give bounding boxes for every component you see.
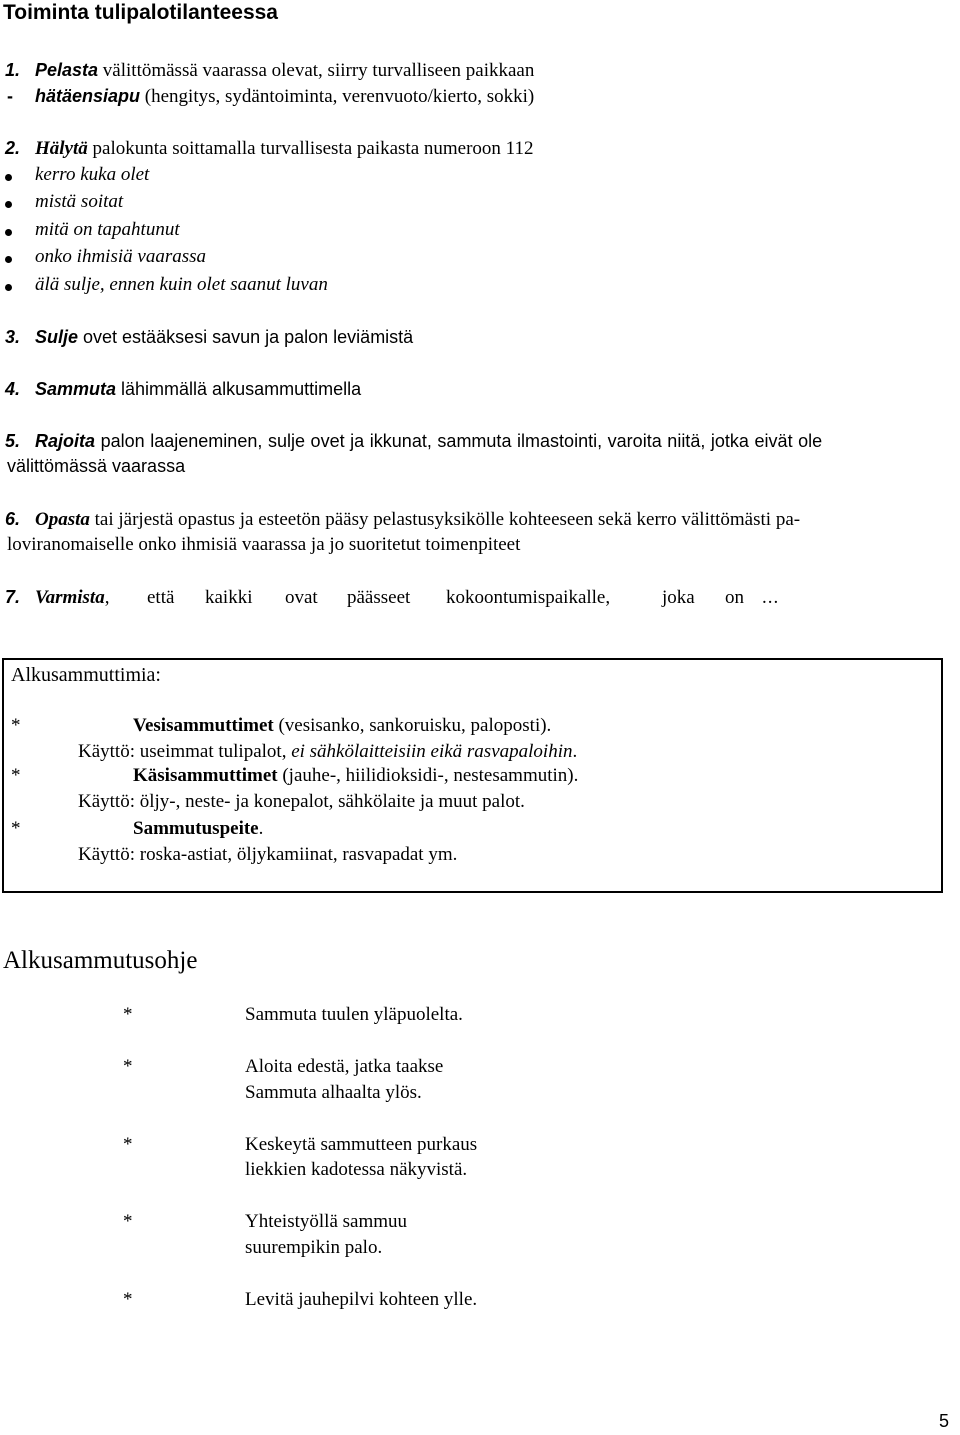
step-1 <box>5 60 20 81</box>
star-icon: * <box>11 715 21 736</box>
extinguisher-item <box>133 715 551 737</box>
star-icon: * <box>123 1134 133 1155</box>
step-3-number: 3. <box>5 327 21 347</box>
instruction-line: Aloita edestä, jatka taakse <box>245 1056 444 1077</box>
step-1-sub <box>35 86 534 108</box>
step-1-rest: välittömässä vaarassa olevat, siirry turvalliseen paikkaan <box>98 60 535 81</box>
extinguisher-detail: (jauhe-, hiilidioksidi-, nestesammutin). <box>277 765 579 786</box>
step-5-text <box>35 431 822 452</box>
step-2-lead: Hälytä <box>35 138 88 159</box>
instruction-line: Sammuta tuulen yläpuolelta. <box>245 1004 463 1025</box>
step-1-text <box>35 60 534 82</box>
extinguisher-item <box>133 765 578 787</box>
instruction-line: Yhteistyöllä sammuu <box>245 1211 408 1232</box>
step-2-rest: palokunta soittamalla turvallisesta paikasta numeroon 112 <box>87 138 534 159</box>
extinguisher-use-suffix: . <box>572 741 578 762</box>
step-2-bullet: mitä on tapahtunut <box>35 219 180 240</box>
extinguisher-name: Käsisammuttimet <box>133 765 278 786</box>
step-5-lead: Rajoita <box>35 431 96 451</box>
step-7-text <box>35 587 109 609</box>
extinguisher-use <box>78 791 525 813</box>
step-2-bullet: älä sulje, ennen kuin olet saanut luvan <box>35 274 328 295</box>
extinguisher-use-text: Käyttö: roska-astiat, öljykamiinat, rasvapadat ym. <box>78 844 458 865</box>
step-7-ellipsis: ... <box>762 587 780 608</box>
star-icon: * <box>123 1289 133 1310</box>
step-4-rest: lähimmällä alkusammuttimella <box>116 379 362 399</box>
step-1-sub-dash: - <box>7 86 13 106</box>
step-4-lead: Sammuta <box>35 379 117 399</box>
page-number: 5 <box>939 1411 950 1431</box>
step-7-word: joka <box>662 587 695 608</box>
step-7-word: on <box>725 587 744 608</box>
step-7-word: että <box>147 587 175 608</box>
instruction-line: Levitä jauhepilvi kohteen ylle. <box>245 1289 478 1310</box>
step-2-number: 2. <box>5 138 21 158</box>
step-1-sub-lead: hätäensiapu <box>35 86 141 106</box>
extinguisher-use-text: Käyttö: useimmat tulipalot, <box>78 741 292 762</box>
step-6-number: 6. <box>5 509 21 529</box>
step-5-number: 5. <box>5 431 21 451</box>
step-3-rest: ovet estääksesi savun ja palon leviämistä <box>78 327 414 347</box>
instruction-line: suurempikin palo. <box>245 1237 383 1258</box>
step-2-bullet: onko ihmisiä vaarassa <box>35 246 206 267</box>
step-6-text <box>35 509 800 531</box>
bullet-icon <box>5 174 12 181</box>
step-3-lead: Sulje <box>35 327 79 347</box>
extinguisher-name: Vesisammuttimet <box>133 715 274 736</box>
step-6-line-2: loviranomaiselle onko ihmisiä vaarassa ja jo suoritetut toimenpiteet <box>7 534 521 555</box>
step-1-lead: Pelasta <box>35 60 99 80</box>
instruction-line: Sammuta alhaalta ylös. <box>245 1082 422 1103</box>
bullet-icon <box>5 201 12 208</box>
step-4-text <box>35 379 361 400</box>
step-6-rest: tai järjestä opastus ja esteetön pääsy pelastusyksikölle kohteeseen sekä kerro välittömästi pa- <box>89 509 801 530</box>
star-icon: * <box>123 1004 133 1025</box>
star-icon: * <box>11 765 21 786</box>
bullet-icon <box>5 229 12 236</box>
star-icon: * <box>123 1056 133 1077</box>
extinguishers-heading: Alkusammuttimia: <box>11 664 161 686</box>
extinguisher-use-text: Käyttö: öljy-, neste- ja konepalot, sähkölaite ja muut palot. <box>78 791 525 812</box>
extinguisher-use <box>78 844 457 866</box>
step-2-bullet: mistä soitat <box>35 191 124 212</box>
page-title: Toiminta tulipalotilanteessa <box>3 1 278 24</box>
bullet-icon <box>5 256 12 263</box>
step-2-text <box>35 138 533 160</box>
step-6-lead: Opasta <box>35 509 90 530</box>
extinguisher-detail: (vesisanko, sankoruisku, paloposti). <box>273 715 552 736</box>
extinguisher-item <box>133 818 263 840</box>
instructions-heading: Alkusammutusohje <box>3 947 198 974</box>
step-2-bullet: kerro kuka olet <box>35 164 150 185</box>
step-7-word: kaikki <box>205 587 253 608</box>
star-icon: * <box>11 818 21 839</box>
step-1-sub-rest: (hengitys, sydäntoiminta, verenvuoto/kierto, sokki) <box>140 86 535 107</box>
step-7-word: , <box>104 587 110 608</box>
step-7-word: päässeet <box>347 587 411 608</box>
step-4-number: 4. <box>5 379 21 399</box>
instruction-line: Keskeytä sammutteen purkaus <box>245 1134 478 1155</box>
step-7-lead: Varmista <box>35 587 105 608</box>
instruction-line: liekkien kadotessa näkyvistä. <box>245 1159 468 1180</box>
step-3-text <box>35 327 413 348</box>
step-1-number: 1. <box>5 60 21 80</box>
step-7-number: 7. <box>5 587 21 607</box>
bullet-icon <box>5 284 12 291</box>
extinguisher-name: Sammutuspeite <box>133 818 259 839</box>
star-icon: * <box>123 1211 133 1232</box>
step-7-word: ovat <box>285 587 318 608</box>
extinguisher-use-italic: ei sähkölaitteisiin eikä rasvapaloihin <box>291 741 573 762</box>
step-5-rest: palon laajeneminen, sulje ovet ja ikkunat, sammuta ilmastointi, varoita niitä, jotka eivät ole <box>95 431 823 451</box>
extinguisher-detail: . <box>258 818 264 839</box>
step-5-line-2: välittömässä vaarassa <box>7 456 186 476</box>
extinguisher-use <box>78 741 577 763</box>
step-7-word: kokoontumispaikalle, <box>446 587 611 608</box>
